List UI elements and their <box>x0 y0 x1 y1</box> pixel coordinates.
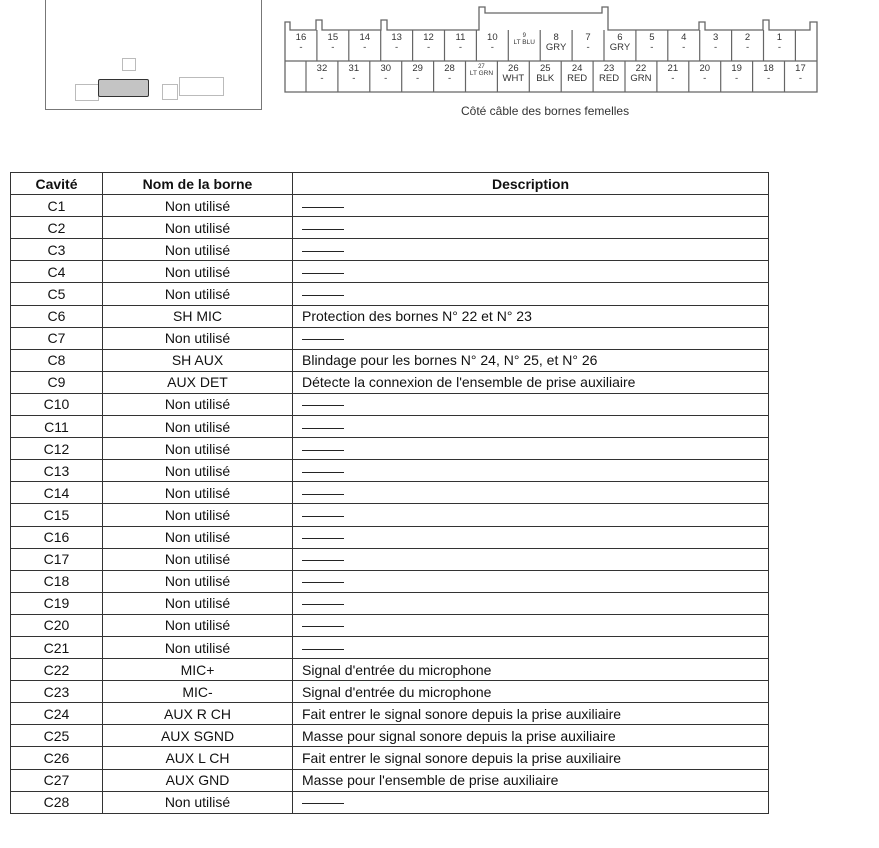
header-description: Description <box>293 173 769 195</box>
description-cell: ——— <box>293 614 769 636</box>
terminal-name-cell: AUX GND <box>103 769 293 791</box>
cavity-cell: C24 <box>11 703 103 725</box>
terminal-name-cell: Non utilisé <box>103 482 293 504</box>
description-cell: ——— <box>293 393 769 415</box>
terminal-name-cell: Non utilisé <box>103 438 293 460</box>
cavity-cell: C26 <box>11 747 103 769</box>
terminal-name-cell: Non utilisé <box>103 217 293 239</box>
highlighted-connector <box>98 79 149 97</box>
table-row <box>11 614 769 636</box>
table-row <box>11 659 769 681</box>
connector-pin <box>529 64 561 84</box>
pin-wire-color: GRY <box>609 42 631 53</box>
cavity-cell: C17 <box>11 548 103 570</box>
description-cell: Blindage pour les bornes N° 24, N° 25, et N° 26 <box>293 349 769 371</box>
table-row <box>11 791 769 813</box>
pin-wire-color: - <box>352 73 356 84</box>
terminal-name-cell: Non utilisé <box>103 416 293 438</box>
terminal-name-cell: AUX L CH <box>103 747 293 769</box>
connector-pin <box>785 64 817 84</box>
cavity-cell: C5 <box>11 283 103 305</box>
description-cell: ——— <box>293 416 769 438</box>
cavity-cell: C9 <box>11 371 103 393</box>
connector-pin <box>466 64 498 77</box>
pin-number: 5 <box>649 32 655 43</box>
pin-wire-color: - <box>447 73 452 84</box>
pin-wire-color: LT BLU <box>513 39 535 46</box>
connector-pin <box>413 33 445 53</box>
cavity-cell: C14 <box>11 482 103 504</box>
description-cell: Signal d'entrée du microphone <box>293 659 769 681</box>
pin-wire-color: - <box>458 42 463 53</box>
pin-wire-color: WHT <box>502 73 525 84</box>
terminal-name-cell: Non utilisé <box>103 261 293 283</box>
connector-pin <box>497 64 529 84</box>
pin-number: 12 <box>423 32 434 43</box>
description-cell: ——— <box>293 482 769 504</box>
pin-number: 7 <box>585 32 591 43</box>
pin-number: 17 <box>795 63 806 74</box>
pin-number: 18 <box>763 63 774 74</box>
pin-wire-color: - <box>714 42 718 53</box>
table-row <box>11 636 769 658</box>
pin-wire-color: - <box>650 42 654 53</box>
terminal-name-cell: Non utilisé <box>103 504 293 526</box>
connector-pin <box>402 64 434 84</box>
pin-wire-color: - <box>586 42 590 53</box>
terminal-name-cell: AUX R CH <box>103 703 293 725</box>
cavity-cell: C20 <box>11 614 103 636</box>
connector-pin <box>445 33 477 53</box>
pin-number: 31 <box>348 63 360 74</box>
cavity-cell: C4 <box>11 261 103 283</box>
pin-wire-color: - <box>777 42 782 53</box>
description-cell: ——— <box>293 636 769 658</box>
table-row <box>11 460 769 482</box>
description-cell: Masse pour signal sonore depuis la prise auxiliaire <box>293 725 769 747</box>
description-cell: ——— <box>293 791 769 813</box>
description-cell: ——— <box>293 526 769 548</box>
table-row <box>11 548 769 570</box>
cavity-cell: C10 <box>11 393 103 415</box>
pin-wire-color: GRN <box>630 73 652 84</box>
pin-wire-color: - <box>671 73 675 84</box>
connector-pinout-diagram <box>284 0 820 96</box>
cavity-cell: C11 <box>11 416 103 438</box>
pin-wire-color: RED <box>567 73 588 84</box>
connector-pin <box>604 33 636 53</box>
terminal-name-cell: Non utilisé <box>103 614 293 636</box>
cavity-cell: C27 <box>11 769 103 791</box>
table-row <box>11 703 769 725</box>
terminal-name-cell: AUX SGND <box>103 725 293 747</box>
description-cell: ——— <box>293 283 769 305</box>
connector-pin <box>476 33 508 53</box>
cavity-cell: C12 <box>11 438 103 460</box>
pin-wire-color: BLK <box>536 73 555 84</box>
cavity-cell: C1 <box>11 195 103 217</box>
diagram-caption: Côté câble des bornes femelles <box>461 104 630 118</box>
component-outline <box>179 77 224 96</box>
pin-wire-color: RED <box>599 73 620 84</box>
pin-number: 24 <box>571 63 583 74</box>
connector-pin <box>338 64 370 84</box>
connector-pin <box>306 64 338 84</box>
description-cell: ——— <box>293 261 769 283</box>
pin-number: 28 <box>444 63 455 74</box>
connector-location-view <box>45 0 262 110</box>
table-header-row <box>11 173 769 195</box>
terminal-name-cell: Non utilisé <box>103 791 293 813</box>
header-terminal-name: Nom de la borne <box>103 173 293 195</box>
pin-wire-color: GRY <box>545 42 567 53</box>
table-row <box>11 239 769 261</box>
cavity-cell: C3 <box>11 239 103 261</box>
connector-pin <box>625 64 657 84</box>
pin-wire-color: LT GRN <box>469 70 494 77</box>
pin-wire-color: - <box>331 42 335 53</box>
description-cell: Fait entrer le signal sonore depuis la prise auxiliaire <box>293 747 769 769</box>
connector-pin <box>285 33 317 53</box>
pin-wire-color: - <box>703 73 707 84</box>
terminal-name-cell: Non utilisé <box>103 592 293 614</box>
table-row <box>11 570 769 592</box>
pin-number: 10 <box>487 32 498 43</box>
terminal-name-cell: AUX DET <box>103 371 293 393</box>
connector-pin <box>434 64 466 84</box>
pinout-table <box>10 172 769 814</box>
pin-number: 2 <box>744 32 751 43</box>
cavity-cell: C19 <box>11 592 103 614</box>
terminal-name-cell: Non utilisé <box>103 548 293 570</box>
pin-number: 21 <box>667 63 679 74</box>
table-row <box>11 504 769 526</box>
pin-wire-color: - <box>490 42 494 53</box>
description-cell: ——— <box>293 504 769 526</box>
cavity-cell: C6 <box>11 305 103 327</box>
pin-wire-color: - <box>766 73 771 84</box>
pin-number: 1 <box>776 32 783 43</box>
connector-pin <box>561 64 593 84</box>
pin-number: 9 <box>522 33 526 39</box>
table-row <box>11 305 769 327</box>
pin-number: 30 <box>380 63 392 74</box>
description-cell: ——— <box>293 460 769 482</box>
description-cell: ——— <box>293 195 769 217</box>
pin-wire-color: - <box>395 42 399 53</box>
table-row <box>11 327 769 349</box>
description-cell: ——— <box>293 592 769 614</box>
table-row <box>11 769 769 791</box>
pin-wire-color: - <box>320 73 324 84</box>
pin-number: 8 <box>553 32 559 43</box>
cavity-cell: C23 <box>11 681 103 703</box>
pin-number: 15 <box>327 32 339 43</box>
connector-pin <box>349 33 381 53</box>
table-row <box>11 438 769 460</box>
pin-wire-color: - <box>384 73 388 84</box>
terminal-name-cell: MIC- <box>103 681 293 703</box>
description-cell: Masse pour l'ensemble de prise auxiliaire <box>293 769 769 791</box>
pin-number: 20 <box>699 63 711 74</box>
cavity-cell: C21 <box>11 636 103 658</box>
terminal-name-cell: Non utilisé <box>103 570 293 592</box>
table-row <box>11 526 769 548</box>
terminal-name-cell: Non utilisé <box>103 526 293 548</box>
connector-pin <box>636 33 668 53</box>
terminal-name-cell: SH AUX <box>103 349 293 371</box>
description-cell: ——— <box>293 217 769 239</box>
pin-number: 14 <box>359 32 371 43</box>
pin-wire-color: - <box>798 73 803 84</box>
terminal-name-cell: Non utilisé <box>103 327 293 349</box>
cavity-cell: C18 <box>11 570 103 592</box>
table-row <box>11 283 769 305</box>
connector-pin <box>657 64 689 84</box>
connector-pin <box>689 64 721 84</box>
pin-number: 22 <box>635 63 647 74</box>
table-row <box>11 371 769 393</box>
cavity-cell: C7 <box>11 327 103 349</box>
table-row <box>11 681 769 703</box>
pin-number: 26 <box>508 63 519 74</box>
cavity-cell: C15 <box>11 504 103 526</box>
connector-pin <box>721 64 753 84</box>
pin-wire-color: - <box>299 42 303 53</box>
connector-pin <box>540 33 572 53</box>
pin-number: 29 <box>412 63 423 74</box>
pin-number: 6 <box>617 32 623 43</box>
description-cell: Détecte la connexion de l'ensemble de prise auxiliaire <box>293 371 769 393</box>
terminal-name-cell: Non utilisé <box>103 195 293 217</box>
cavity-cell: C13 <box>11 460 103 482</box>
terminal-name-cell: Non utilisé <box>103 283 293 305</box>
terminal-name-cell: Non utilisé <box>103 239 293 261</box>
description-cell: ——— <box>293 438 769 460</box>
pin-number: 13 <box>391 32 402 43</box>
terminal-name-cell: Non utilisé <box>103 393 293 415</box>
pin-wire-color: - <box>426 42 431 53</box>
component-outline <box>75 84 99 101</box>
pin-number: 4 <box>681 32 687 43</box>
connector-pin <box>764 33 796 53</box>
component-outline <box>162 84 178 100</box>
pin-wire-color: - <box>416 73 420 84</box>
connector-pin <box>317 33 349 53</box>
pin-wire-color: - <box>363 42 367 53</box>
cavity-cell: C28 <box>11 791 103 813</box>
connector-pin <box>700 33 732 53</box>
table-row <box>11 482 769 504</box>
header-cavity: Cavité <box>11 173 103 195</box>
connector-pin <box>508 33 540 46</box>
cavity-cell: C25 <box>11 725 103 747</box>
connector-pin <box>572 33 604 53</box>
table-row <box>11 393 769 415</box>
terminal-name-cell: Non utilisé <box>103 460 293 482</box>
table-row <box>11 416 769 438</box>
pin-number: 16 <box>295 32 307 43</box>
pin-number: 27 <box>478 64 485 70</box>
table-row <box>11 592 769 614</box>
terminal-name-cell: Non utilisé <box>103 636 293 658</box>
connector-pin <box>593 64 625 84</box>
pin-wire-color: - <box>735 73 739 84</box>
component-outline <box>122 58 136 71</box>
description-cell: Signal d'entrée du microphone <box>293 681 769 703</box>
description-cell: ——— <box>293 327 769 349</box>
table-row <box>11 747 769 769</box>
description-cell: ——— <box>293 570 769 592</box>
pin-number: 32 <box>316 63 328 74</box>
pin-number: 23 <box>603 63 615 74</box>
table-row <box>11 725 769 747</box>
pin-wire-color: - <box>682 42 686 53</box>
description-cell: Protection des bornes N° 22 et N° 23 <box>293 305 769 327</box>
pin-wire-color: - <box>745 42 750 53</box>
cavity-cell: C2 <box>11 217 103 239</box>
connector-pin <box>732 33 764 53</box>
connector-pin <box>381 33 413 53</box>
pin-number: 3 <box>712 32 719 43</box>
connector-pin <box>753 64 785 84</box>
description-cell: Fait entrer le signal sonore depuis la prise auxiliaire <box>293 703 769 725</box>
pin-number: 11 <box>455 32 466 43</box>
terminal-name-cell: MIC+ <box>103 659 293 681</box>
table-row <box>11 195 769 217</box>
terminal-name-cell: SH MIC <box>103 305 293 327</box>
connector-pin <box>668 33 700 53</box>
table-row <box>11 261 769 283</box>
table-row <box>11 217 769 239</box>
connector-pin <box>370 64 402 84</box>
description-cell: ——— <box>293 548 769 570</box>
description-cell: ——— <box>293 239 769 261</box>
pin-number: 25 <box>539 63 551 74</box>
pin-number: 19 <box>731 63 742 74</box>
table-row <box>11 349 769 371</box>
cavity-cell: C8 <box>11 349 103 371</box>
cavity-cell: C16 <box>11 526 103 548</box>
cavity-cell: C22 <box>11 659 103 681</box>
